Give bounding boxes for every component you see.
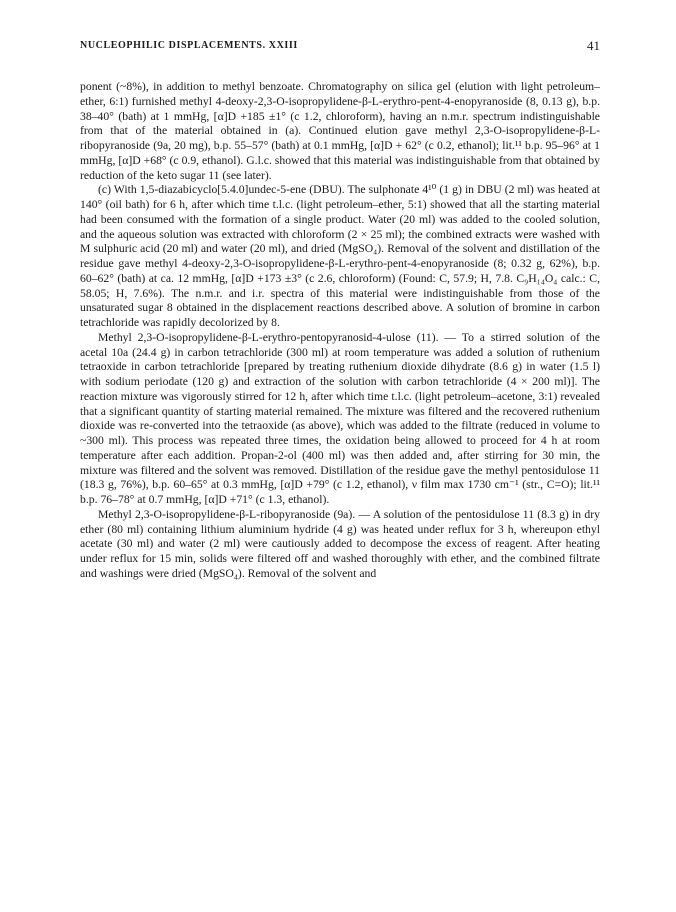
- body-text: [80, 80, 600, 582]
- paragraph-ulose-preparation: Methyl 2,3-O-isopropylidene-β-L-erythro-pentopyranosid-4-ulose (11). — To a stirred solution of the acetal 10a (24.4 g) in carbon tetrachloride (300 ml) at room temperature was added a solution of ruthenium tetraoxide in carbon tetrachloride [prepared by treating ruthenium dioxide dihydrate (8.6 g) in water (1.5 l) with sodium periodate (120 g) and extraction of the solution with carbon tetrachloride (4 × 200 ml)]. The reaction mixture was vigorously stirred for 12 h, after which time t.l.c. (light petroleum–acetone, 3:1) revealed that a significant quantity of starting material remained. The mixture was filtered and the recovered ruthenium dioxide was re-converted into the tetraoxide (as above), which was added to the filtrate (reduced in volume to ~300 ml). This process was repeated three times, the oxidation being allowed to proceed for 4 h at room temperature after each addition. Propan-2-ol (400 ml) was then added and, after stirring for 30 min, the mixture was filtered and the solvent was removed. Distillation of the residue gave the methyl pentosidulose 11 (18.3 g, 76%), b.p. 60–65° at 0.3 mmHg, [α]D +79° (c 1.2, ethanol), ν film max 1730 cm⁻¹ (str., C=O); lit.¹¹ b.p. 76–78° at 0.7 mmHg, [α]D +71° (c 1.3, ethanol).: [80, 330, 600, 506]
- page-number: 41: [587, 38, 600, 53]
- paragraph-ribopyranoside-preparation: Methyl 2,3-O-isopropylidene-β-L-ribopyranoside (9a). — A solution of the pentosidulose 11 (8.3 g) in dry ether (80 ml) containing lithium aluminium hydride (4 g) was heated under reflux for 3 h, whereupon ethyl acetate (30 ml) and water (2 ml) were cautiously added to decompose the excess of reagent. After heating under reflux for 15 min, solids were filtered off and washed thoroughly with ether, and the combined filtrate and washings were dried (MgSO₄). Removal of the solvent and: [80, 507, 600, 580]
- paragraph-continuation: ponent (~8%), in addition to methyl benzoate. Chromatography on silica gel (elution with light petroleum–ether, 6:1) furnished methyl 4-deoxy-2,3-O-isopropylidene-β-L-erythro-pent-4-enopyranoside (8, 0.13 g), b.p. 38–40° (bath) at 1 mmHg, [α]D +185 ±1° (c 1.2, chloroform), having an n.m.r. spectrum indistinguishable from that of the material obtained in (a). Continued elution gave methyl 2,3-O-isopropylidene-β-L-ribopyranoside (9a, 20 mg), b.p. 55–57° (bath) at 0.1 mmHg, [α]D + 62° (c 0.2, ethanol); lit.¹¹ b.p. 95–96° at 1 mmHg, [α]D +68° (c 0.9, ethanol). G.l.c. showed that this material was indistinguishable from that obtained by reduction of the keto sugar 11 (see later).: [80, 80, 600, 182]
- paragraph-dbu-elimination: (c) With 1,5-diazabicyclo[5.4.0]undec-5-ene (DBU). The sulphonate 4¹⁰ (1 g) in DBU (2 ml) was heated at 140° (oil bath) for 6 h, after which time t.l.c. (light petroleum–ether, 5:1) showed that all the starting material had been consumed with the formation of a single product. Water (20 ml) was added to the cooled solution, and the aqueous solution was extracted with chloroform (2 × 25 ml); the combined extracts were washed with M sulphuric acid (20 ml) and water (20 ml), and dried (MgSO₄). Removal of the solvent and distillation of the residue gave methyl 4-deoxy-2,3-O-isopropylidene-β-L-erythro-pent-4-enopyranoside (8; 0.32 g, 62%), b.p. 60–62° (bath) at ca. 12 mmHg, [α]D +173 ±3° (c 2.6, chloroform) (Found: C, 57.9; H, 7.8. C₉H₁₄O₄ calc.: C, 58.05; H, 7.6%). The n.m.r. and i.r. spectra of this material were indistinguishable from those of the unsaturated sugar 8 obtained in the displacement reactions described above. A solution of bromine in carbon tetrachloride was rapidly decolorized by 8.: [80, 183, 600, 329]
- page-header: [80, 40, 600, 58]
- running-head: NUCLEOPHILIC DISPLACEMENTS. XXIII: [80, 40, 298, 51]
